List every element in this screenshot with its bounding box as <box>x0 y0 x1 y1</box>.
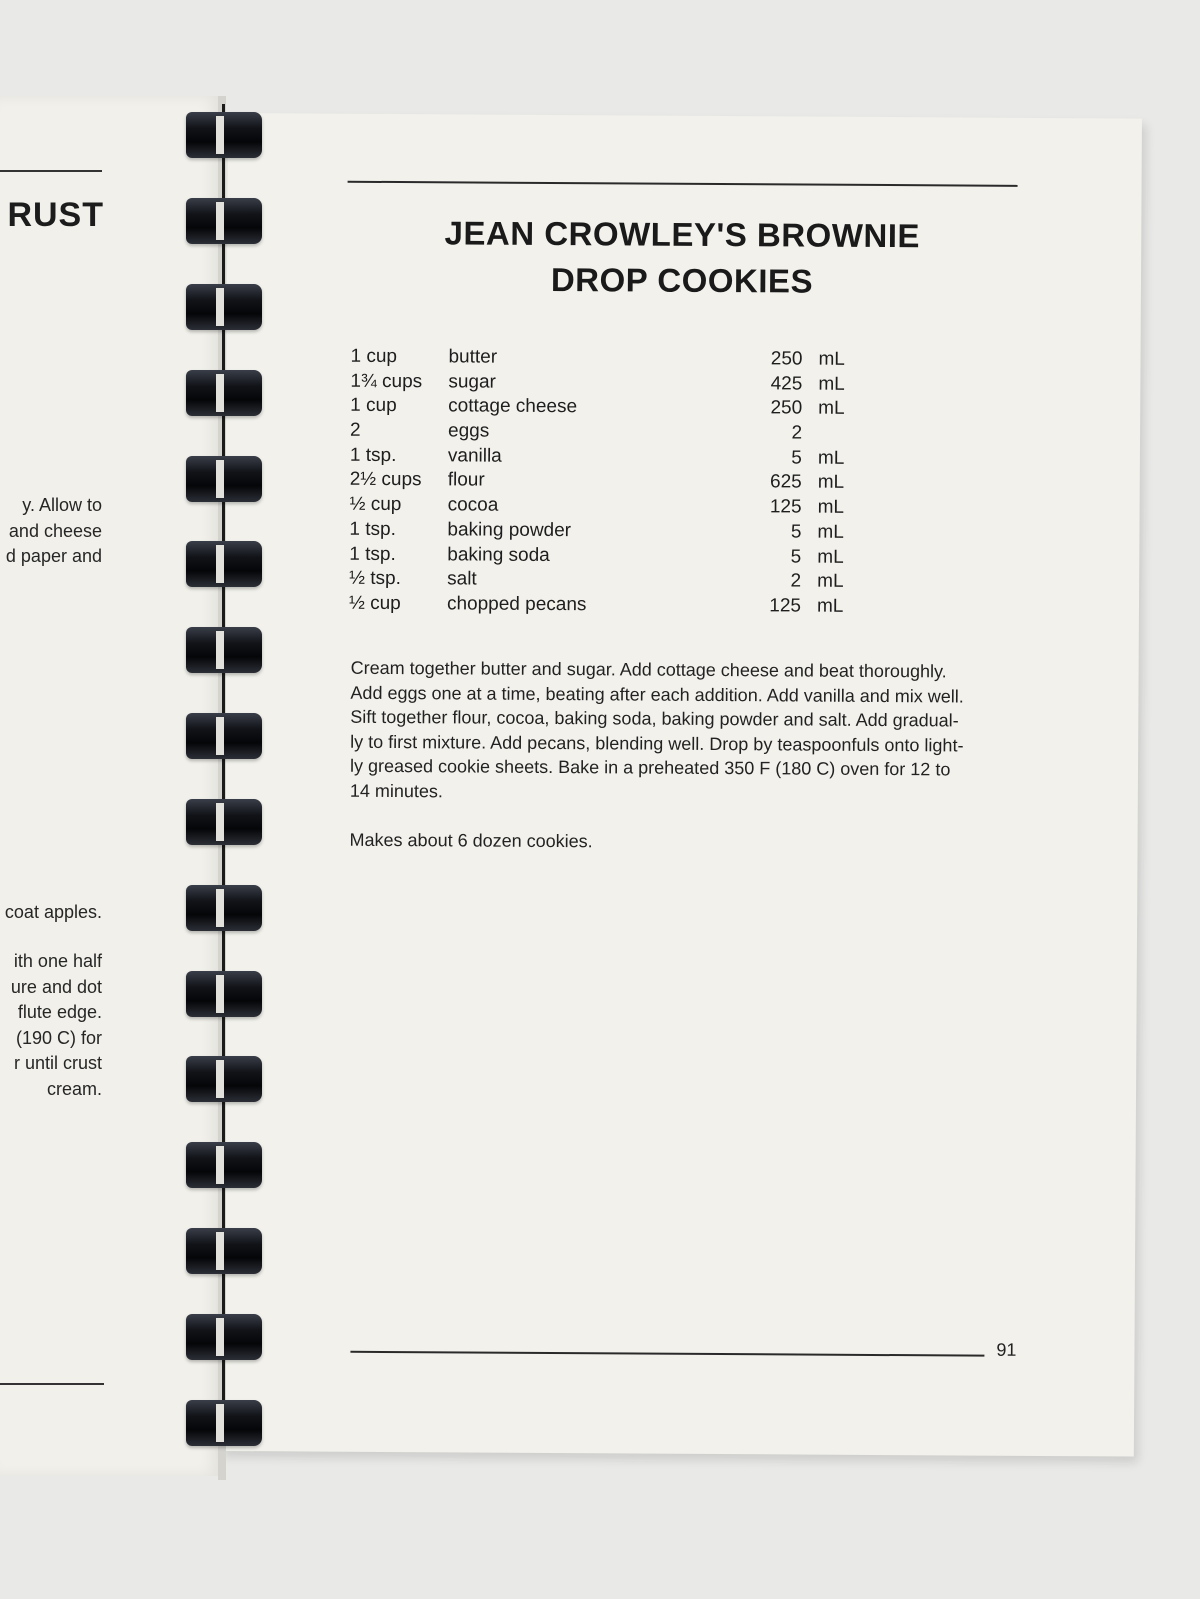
spiral-coil <box>186 541 262 587</box>
left-text-line: (190 C) for <box>15 1027 102 1048</box>
ingredient-unit: mL <box>817 496 845 518</box>
recipe-page <box>220 113 1142 1457</box>
spiral-coil <box>186 456 262 502</box>
ingredient-unit: mL <box>817 546 844 568</box>
ingredient-name: chopped pecans <box>446 593 587 616</box>
ingredient-row <box>350 395 870 423</box>
spiral-coil <box>186 1228 262 1274</box>
ingredient-metric: 2 <box>790 570 802 592</box>
ingredient-qty: ½ tsp. <box>349 567 401 590</box>
ingredient-name: vanilla <box>447 445 502 467</box>
recipe-yield: Makes about 6 dozen cookies. <box>349 829 593 852</box>
ingredient-name: cocoa <box>447 494 499 516</box>
ingredient-unit: mL <box>817 521 844 543</box>
ingredient-qty: 2 <box>349 419 361 441</box>
left-text-line: d paper and <box>5 546 102 566</box>
ingredient-unit: mL <box>817 472 845 494</box>
ingredient-row <box>350 469 870 497</box>
ingredient-metric: 125 <box>769 496 802 518</box>
ingredient-row <box>350 445 870 473</box>
left-text-line: and cheese <box>8 520 102 541</box>
left-text-line: y. Allow to <box>22 495 102 515</box>
spiral-coil <box>186 284 262 330</box>
bottom-rule <box>350 1351 984 1357</box>
ingredient-qty: 1¾ cups <box>350 370 423 392</box>
ingredient-unit: mL <box>818 373 845 395</box>
ingredient-qty: 2½ cups <box>349 469 422 491</box>
left-text-line: coat apples. <box>4 901 102 922</box>
recipe-title <box>347 210 1018 306</box>
ingredient-name: salt <box>447 568 477 590</box>
spiral-coil <box>186 627 262 673</box>
left-page-heading: RUST <box>7 196 104 234</box>
left-text-line: flute edge. <box>17 1002 102 1022</box>
ingredient-unit: mL <box>818 397 845 420</box>
spiral-coil <box>186 1314 262 1360</box>
page-number: 91 <box>996 1339 1017 1360</box>
ingredient-row <box>350 420 870 448</box>
ingredient-name: eggs <box>447 420 490 442</box>
ingredient-name: baking powder <box>447 519 572 541</box>
left-text-gap <box>5 570 102 900</box>
left-text-gap <box>5 925 102 949</box>
ingredient-name: butter <box>448 346 498 368</box>
top-rule <box>348 181 1018 187</box>
method-line: Add eggs one at a time, beating after each addition. Add vanilla and mix well. <box>350 682 964 707</box>
ingredient-name: flour <box>447 469 485 492</box>
ingredient-qty: ½ cup <box>349 493 402 516</box>
spiral-coil <box>186 1142 262 1188</box>
spiral-coil <box>186 799 262 845</box>
ingredient-qty: 1 cup <box>350 345 398 368</box>
ingredient-unit: mL <box>818 348 845 370</box>
ingredient-row <box>349 519 869 547</box>
spiral-coil <box>186 1400 262 1446</box>
method-line: 14 minutes. <box>349 780 443 802</box>
ingredient-row <box>349 543 869 571</box>
ingredient-metric: 5 <box>790 521 802 543</box>
ingredient-row <box>350 370 870 398</box>
ingredient-metric: 125 <box>769 595 802 617</box>
method-line: Cream together butter and sugar. Add cottage cheese and beat thoroughly. <box>350 657 947 682</box>
ingredient-row <box>350 494 870 522</box>
spiral-coil <box>186 1056 262 1102</box>
method-line: ly to first mixture. Add pecans, blending well. Drop by teaspoonfuls onto light- <box>350 731 964 756</box>
spiral-coil <box>186 370 262 416</box>
ingredient-qty: 1 tsp. <box>349 518 397 540</box>
ingredient-list <box>349 346 871 621</box>
ingredient-name: cottage cheese <box>448 395 578 418</box>
ingredient-row <box>349 568 869 596</box>
spiral-coil <box>186 885 262 931</box>
ingredient-qty: ½ cup <box>348 592 401 614</box>
recipe-method <box>350 656 1011 808</box>
left-text-line: r until crust <box>13 1053 102 1073</box>
left-text-line: ure and dot <box>10 976 102 997</box>
ingredient-qty: 1 tsp. <box>349 444 397 466</box>
method-line: ly greased cookie sheets. Bake in a preheated 350 F (180 C) oven for 12 to <box>349 756 951 780</box>
left-text-line: cream. <box>46 1078 102 1099</box>
recipe-title-line-1: JEAN CROWLEY'S BROWNIE <box>444 214 921 255</box>
left-text-line: ith one half <box>13 951 102 971</box>
ingredient-unit: mL <box>817 447 845 469</box>
recipe-title-line-2: DROP COOKIES <box>550 260 814 300</box>
ingredient-name: sugar <box>448 371 496 393</box>
ingredient-metric: 425 <box>770 373 803 395</box>
ingredient-metric: 5 <box>791 447 802 469</box>
ingredient-metric: 2 <box>791 422 803 444</box>
left-bottom-rule <box>0 1383 104 1385</box>
ingredient-qty: 1 cup <box>350 395 397 417</box>
ingredient-row <box>350 346 870 374</box>
spiral-coil <box>186 198 262 244</box>
ingredient-unit: mL <box>816 595 844 617</box>
left-page-text <box>5 493 102 1102</box>
ingredient-metric: 625 <box>769 471 802 493</box>
ingredient-unit: mL <box>817 570 844 592</box>
ingredient-metric: 250 <box>770 397 803 419</box>
ingredient-metric: 5 <box>790 545 802 568</box>
spiral-coil <box>186 713 262 759</box>
spiral-coil <box>186 971 262 1017</box>
ingredient-name: baking soda <box>447 543 550 566</box>
spiral-coil <box>186 112 262 158</box>
ingredient-qty: 1 tsp. <box>349 543 396 565</box>
ingredient-row <box>349 593 869 621</box>
left-top-rule <box>0 170 102 172</box>
method-line: Sift together flour, cocoa, baking soda, baking powder and salt. Add gradual- <box>350 706 959 731</box>
ingredient-metric: 250 <box>770 348 803 370</box>
